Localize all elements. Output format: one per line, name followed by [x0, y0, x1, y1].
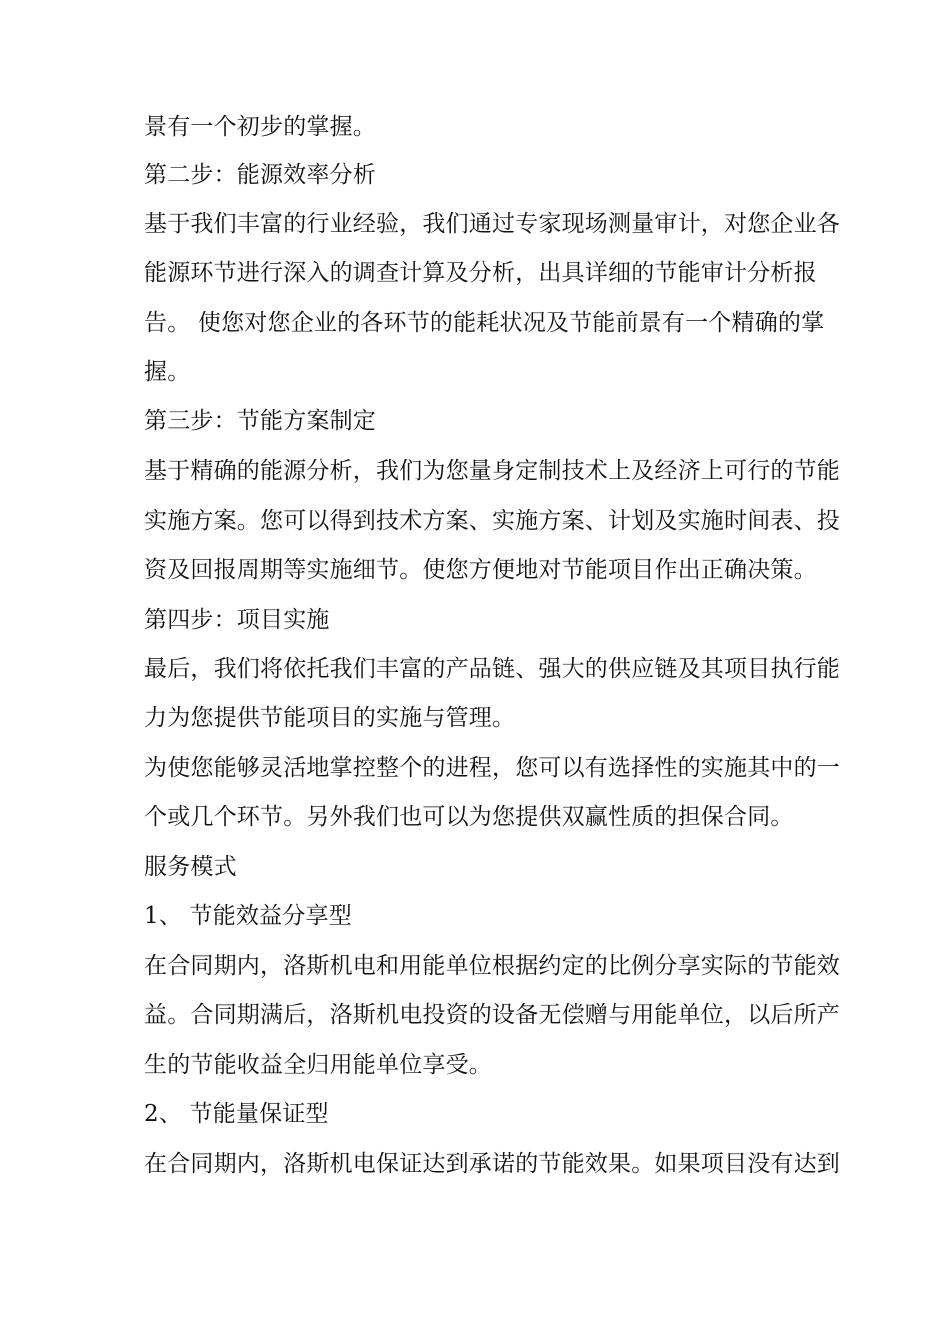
list-item-heading: 1、 节能效益分享型 — [144, 903, 352, 929]
text-line: 为使您能够灵活地掌控整个的进程，您可以有选择性的实施其中的一 — [144, 755, 840, 781]
text-line: 基于我们丰富的行业经验，我们通过专家现场测量审计，对您企业各 — [144, 211, 840, 237]
text-line: 在合同期内，洛斯机电保证达到承诺的节能效果。如果项目没有达到 — [144, 1151, 840, 1177]
section-heading: 第二步：能源效率分析 — [144, 162, 376, 188]
text-line: 资及回报周期等实施细节。使您方便地对节能项目作出正确决策。 — [144, 557, 817, 583]
text-line: 握。 — [144, 359, 191, 385]
text-line: 生的节能收益全归用能单位享受。 — [144, 1052, 492, 1078]
section-heading: 第三步：节能方案制定 — [144, 408, 376, 434]
text-line: 实施方案。您可以得到技术方案、实施方案、计划及实施时间表、投 — [144, 508, 840, 534]
list-item-heading: 2、 节能量保证型 — [144, 1101, 329, 1127]
text-line: 在合同期内，洛斯机电和用能单位根据约定的比例分享实际的节能效 — [144, 953, 840, 979]
text-line: 最后，我们将依托我们丰富的产品链、强大的供应链及其项目执行能 — [144, 656, 840, 682]
text-line: 益。合同期满后，洛斯机电投资的设备无偿赠与用能单位，以后所产 — [144, 1002, 840, 1028]
section-heading: 服务模式 — [144, 854, 237, 880]
text-line: 力为您提供节能项目的实施与管理。 — [144, 705, 516, 731]
section-heading: 第四步：项目实施 — [144, 607, 330, 633]
text-line: 基于精确的能源分析，我们为您量身定制技术上及经济上可行的节能 — [144, 458, 840, 484]
text-line: 告。 使您对您企业的各环节的能耗状况及节能前景有一个精确的掌 — [144, 310, 825, 336]
text-line: 能源环节进行深入的调查计算及分析，出具详细的节能审计分析报 — [144, 260, 817, 286]
text-line: 景有一个初步的掌握。 — [144, 114, 376, 140]
text-line: 个或几个环节。另外我们也可以为您提供双赢性质的担保合同。 — [144, 804, 794, 830]
